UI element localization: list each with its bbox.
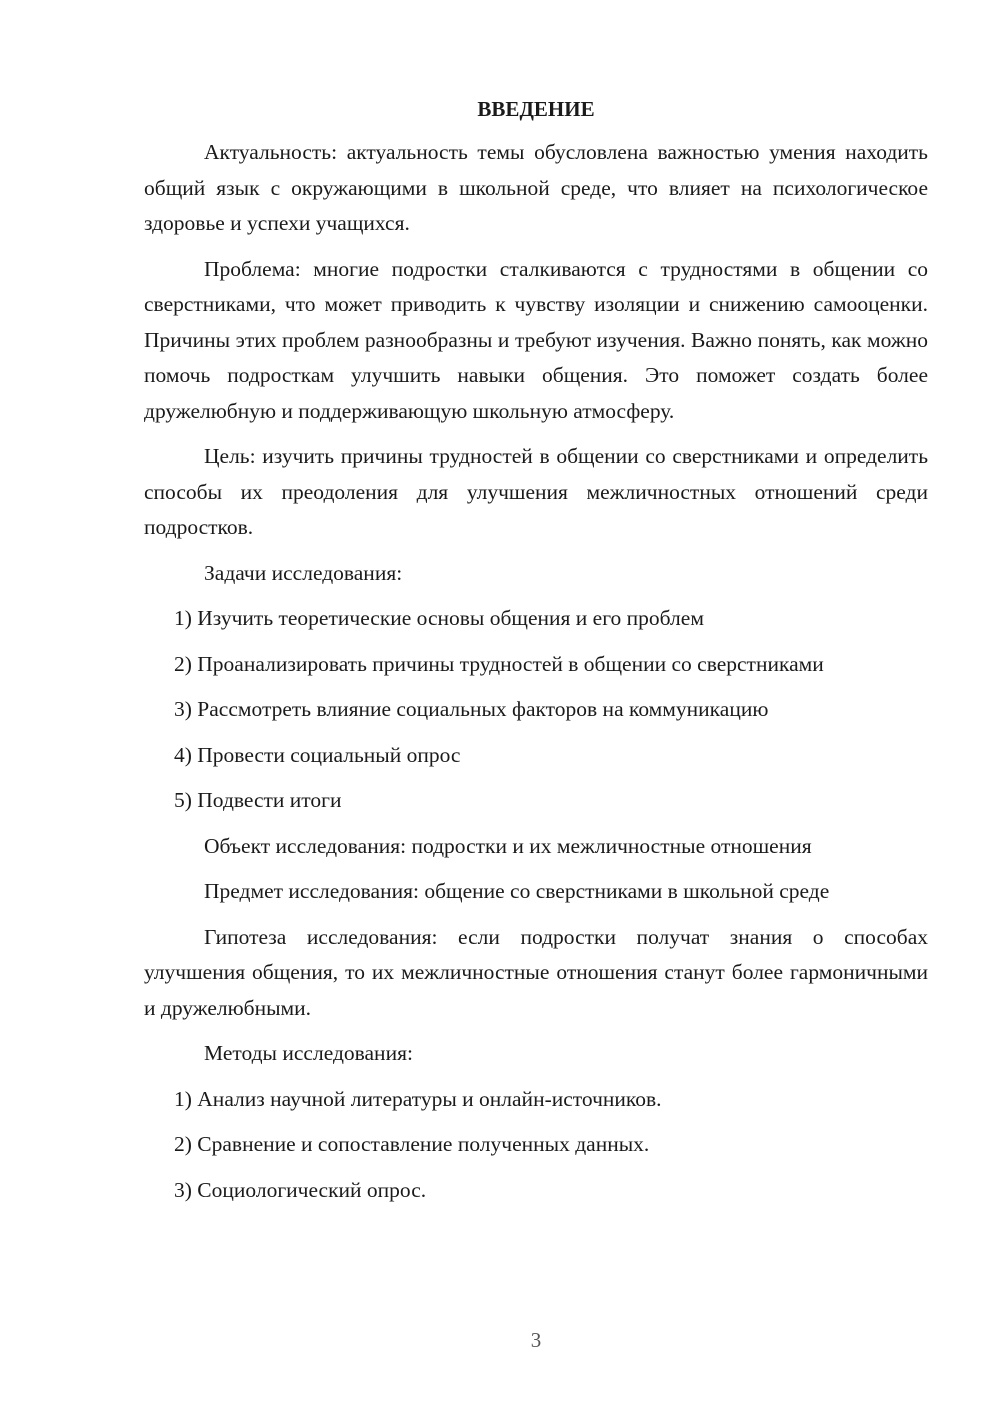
- goal-paragraph: Цель: изучить причины трудностей в общении со сверстниками и определить способы их преодоления для улучшения межличностных отношений среди подростков.: [144, 444, 928, 539]
- tasks-heading: Задачи исследования:: [204, 560, 403, 585]
- document-page: [144, 92, 928, 1218]
- page-number: 3: [530, 1328, 542, 1352]
- problem-paragraph: Проблема: многие подростки сталкиваются с трудностями в общении со сверстниками, что может приводить к чувству изоляции и снижению самооценки. Причины этих проблем разнообразны и требуют изучения. Важно понять, как можно помочь подросткам улучшить навыки общения. Это поможет создать более дружелюбную и поддерживающую школьную атмосферу.: [144, 256, 928, 423]
- method-item-3: 3) Социологический опрос.: [174, 1177, 427, 1202]
- task-item-3: 3) Рассмотреть влияние социальных факторов на коммуникацию: [174, 697, 769, 721]
- object-paragraph: Объект исследования: подростки и их межличностные отношения: [204, 833, 812, 858]
- task-item-4: 4) Провести социальный опрос: [174, 742, 461, 767]
- method-item-2: 2) Сравнение и сопоставление полученных данных.: [174, 1132, 650, 1156]
- task-item-2: 2) Проанализировать причины трудностей в общении со сверстниками: [174, 651, 824, 676]
- task-item-1: 1) Изучить теоретические основы общения и его проблем: [174, 606, 704, 630]
- methods-heading: Методы исследования:: [204, 1041, 413, 1065]
- subject-paragraph: Предмет исследования: общение со сверстниками в школьной среде: [204, 879, 830, 903]
- task-item-5: 5) Подвести итоги: [174, 788, 342, 812]
- method-item-1: 1) Анализ научной литературы и онлайн-источников.: [174, 1086, 662, 1111]
- page-title: ВВЕДЕНИЕ: [477, 97, 595, 121]
- relevance-paragraph: Актуальность: актуальность темы обусловлена важностью умения находить общий язык с окружающими в школьной среде, что влияет на психологическое здоровье и успехи учащихся.: [144, 140, 928, 235]
- hypothesis-paragraph: Гипотеза исследования: если подростки получат знания о способах улучшения общения, то их межличностные отношения станут более гармоничными и дружелюбными.: [144, 924, 928, 1020]
